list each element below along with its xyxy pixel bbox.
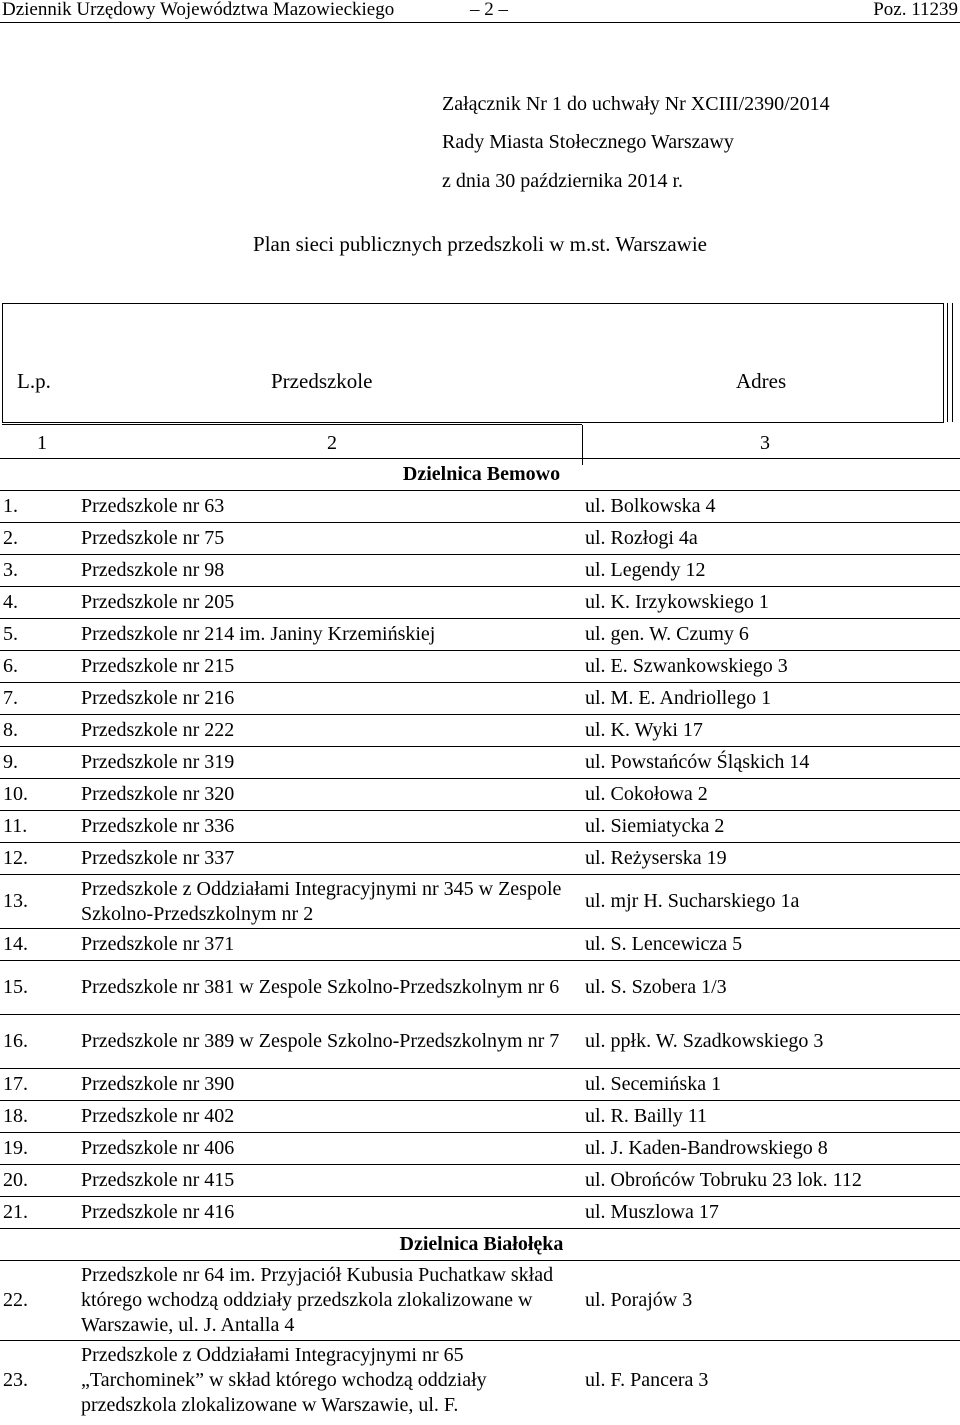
kindergarten-name: Przedszkole z Oddziałami Integracyjnymi nr 345 w Zespole Szkolno-Przedszkolnym nr 2 bbox=[78, 875, 582, 929]
kindergarten-address: ul. F. Pancera 3 bbox=[582, 1341, 960, 1421]
kindergarten-address: ul. S. Lencewicza 5 bbox=[582, 929, 960, 961]
row-number: 11. bbox=[0, 811, 78, 843]
row-number: 17. bbox=[0, 1069, 78, 1101]
kindergarten-name: Przedszkole nr 64 im. Przyjaciół Kubusia Puchatkaw skład którego wchodzą oddziały przedszkola zlokalizowane w Warszawie, ul. J. Antalla 4 bbox=[78, 1261, 582, 1341]
kindergarten-name: Przedszkole nr 402 bbox=[78, 1101, 582, 1133]
kindergarten-address: ul. Rozłogi 4a bbox=[582, 523, 960, 555]
row-number: 21. bbox=[0, 1197, 78, 1229]
row-number: 14. bbox=[0, 929, 78, 961]
district-name: Dzielnica Bemowo bbox=[0, 459, 960, 491]
header-frame bbox=[2, 303, 944, 423]
kindergarten-name: Przedszkole nr 415 bbox=[78, 1165, 582, 1197]
kindergarten-address: ul. Bolkowska 4 bbox=[582, 491, 960, 523]
table-row bbox=[0, 587, 960, 619]
kindergarten-address: ul. K. Irzykowskiego 1 bbox=[582, 587, 960, 619]
kindergarten-name: Przedszkole nr 222 bbox=[78, 715, 582, 747]
table-row bbox=[0, 1341, 960, 1421]
row-number: 20. bbox=[0, 1165, 78, 1197]
column-name-label: Przedszkole bbox=[271, 369, 373, 393]
kindergarten-name: Przedszkole nr 216 bbox=[78, 683, 582, 715]
kindergarten-name: Przedszkole nr 390 bbox=[78, 1069, 582, 1101]
kindergarten-name: Przedszkole nr 371 bbox=[78, 929, 582, 961]
row-number: 16. bbox=[0, 1015, 78, 1069]
row-number: 9. bbox=[0, 747, 78, 779]
kindergarten-name: Przedszkole nr 406 bbox=[78, 1133, 582, 1165]
row-number: 19. bbox=[0, 1133, 78, 1165]
kindergarten-address: ul. E. Szwankowskiego 3 bbox=[582, 651, 960, 683]
table-row bbox=[0, 1197, 960, 1229]
header-right-rule bbox=[947, 303, 948, 422]
kindergarten-address: ul. gen. W. Czumy 6 bbox=[582, 619, 960, 651]
kindergarten-name: Przedszkole nr 416 bbox=[78, 1197, 582, 1229]
kindergarten-address: ul. Reżyserska 19 bbox=[582, 843, 960, 875]
kindergarten-name: Przedszkole nr 98 bbox=[78, 555, 582, 587]
row-number: 2. bbox=[0, 523, 78, 555]
kindergarten-name: Przedszkole nr 320 bbox=[78, 779, 582, 811]
column-number-2: 2 bbox=[327, 432, 337, 454]
district-row bbox=[0, 1229, 960, 1261]
kindergarten-address: ul. Obrońców Tobruku 23 lok. 112 bbox=[582, 1165, 960, 1197]
column-number-1: 1 bbox=[37, 432, 47, 454]
kindergarten-name: Przedszkole nr 337 bbox=[78, 843, 582, 875]
table-row bbox=[0, 1101, 960, 1133]
annex-line-1: Załącznik Nr 1 do uchwały Nr XCIII/2390/2014 bbox=[442, 93, 830, 115]
kindergarten-address: ul. Secemińska 1 bbox=[582, 1069, 960, 1101]
table-row bbox=[0, 651, 960, 683]
district-name: Dzielnica Białołęka bbox=[0, 1229, 960, 1261]
position-number: Poz. 11239 bbox=[873, 0, 958, 20]
table-row bbox=[0, 961, 960, 1015]
kindergarten-address: ul. K. Wyki 17 bbox=[582, 715, 960, 747]
kindergarten-name: Przedszkole nr 319 bbox=[78, 747, 582, 779]
kindergarten-name: Przedszkole z Oddziałami Integracyjnymi nr 65 „Tarchominek” w skład którego wchodzą oddziały przedszkola zlokalizowane w Warszawie, ul. F. bbox=[78, 1341, 582, 1421]
row-number: 8. bbox=[0, 715, 78, 747]
table-row bbox=[0, 491, 960, 523]
row-number: 12. bbox=[0, 843, 78, 875]
kindergarten-address: ul. Cokołowa 2 bbox=[582, 779, 960, 811]
kindergarten-name: Przedszkole nr 75 bbox=[78, 523, 582, 555]
page-number: – 2 – bbox=[470, 0, 508, 20]
kindergarten-name: Przedszkole nr 205 bbox=[78, 587, 582, 619]
kindergarten-address: ul. M. E. Andriollego 1 bbox=[582, 683, 960, 715]
annex-line-3: z dnia 30 października 2014 r. bbox=[442, 170, 684, 192]
table-row bbox=[0, 619, 960, 651]
row-number: 22. bbox=[0, 1261, 78, 1341]
kindergarten-name: Przedszkole nr 63 bbox=[78, 491, 582, 523]
journal-title: Dziennik Urzędowy Województwa Mazowieckiego bbox=[2, 0, 395, 20]
table-row bbox=[0, 523, 960, 555]
column-address-label: Adres bbox=[736, 369, 787, 393]
table-row bbox=[0, 875, 960, 929]
number-row-spacer bbox=[0, 424, 960, 459]
kindergarten-name: Przedszkole nr 389 w Zespole Szkolno-Przedszkolnym nr 7 bbox=[78, 1015, 582, 1069]
table-row bbox=[0, 1015, 960, 1069]
row-number: 7. bbox=[0, 683, 78, 715]
table-row bbox=[0, 1261, 960, 1341]
document-title: Plan sieci publicznych przedszkoli w m.st. Warszawie bbox=[253, 232, 707, 256]
kindergarten-name: Przedszkole nr 381 w Zespole Szkolno-Przedszkolnym nr 6 bbox=[78, 961, 582, 1015]
table-row bbox=[0, 1133, 960, 1165]
table-row bbox=[0, 1165, 960, 1197]
table-row bbox=[0, 555, 960, 587]
kindergarten-address: ul. Siemiatycka 2 bbox=[582, 811, 960, 843]
table-row bbox=[0, 843, 960, 875]
table-row bbox=[0, 715, 960, 747]
annex-line-2: Rady Miasta Stołecznego Warszawy bbox=[442, 131, 734, 153]
kindergarten-name: Przedszkole nr 336 bbox=[78, 811, 582, 843]
table-row bbox=[0, 779, 960, 811]
column-lp-label: L.p. bbox=[17, 369, 51, 393]
kindergarten-address: ul. Muszlowa 17 bbox=[582, 1197, 960, 1229]
row-number: 1. bbox=[0, 491, 78, 523]
page-header bbox=[0, 0, 960, 23]
row-number: 10. bbox=[0, 779, 78, 811]
row-number: 23. bbox=[0, 1341, 78, 1421]
kindergarten-address: ul. Porajów 3 bbox=[582, 1261, 960, 1341]
kindergarten-address: ul. J. Kaden-Bandrowskiego 8 bbox=[582, 1133, 960, 1165]
kindergarten-address: ul. mjr H. Sucharskiego 1a bbox=[582, 875, 960, 929]
row-number: 15. bbox=[0, 961, 78, 1015]
kindergarten-address: ul. Powstańców Śląskich 14 bbox=[582, 747, 960, 779]
row-number: 4. bbox=[0, 587, 78, 619]
kindergarten-name: Przedszkole nr 214 im. Janiny Krzemińskiej bbox=[78, 619, 582, 651]
row-number: 13. bbox=[0, 875, 78, 929]
table-row bbox=[0, 1069, 960, 1101]
kindergarten-address: ul. S. Szobera 1/3 bbox=[582, 961, 960, 1015]
table-row bbox=[0, 811, 960, 843]
kindergarten-address: ul. ppłk. W. Szadkowskiego 3 bbox=[582, 1015, 960, 1069]
kindergarten-name: Przedszkole nr 215 bbox=[78, 651, 582, 683]
column-number-3: 3 bbox=[760, 432, 770, 454]
row-number: 5. bbox=[0, 619, 78, 651]
row-number: 6. bbox=[0, 651, 78, 683]
table-row bbox=[0, 683, 960, 715]
kindergarten-address: ul. R. Bailly 11 bbox=[582, 1101, 960, 1133]
kindergarten-address: ul. Legendy 12 bbox=[582, 555, 960, 587]
row-number: 3. bbox=[0, 555, 78, 587]
district-row bbox=[0, 459, 960, 491]
table-row bbox=[0, 747, 960, 779]
row-number: 18. bbox=[0, 1101, 78, 1133]
kindergarten-table bbox=[0, 424, 960, 1420]
header-right-rule-2 bbox=[952, 303, 953, 422]
table-row bbox=[0, 929, 960, 961]
